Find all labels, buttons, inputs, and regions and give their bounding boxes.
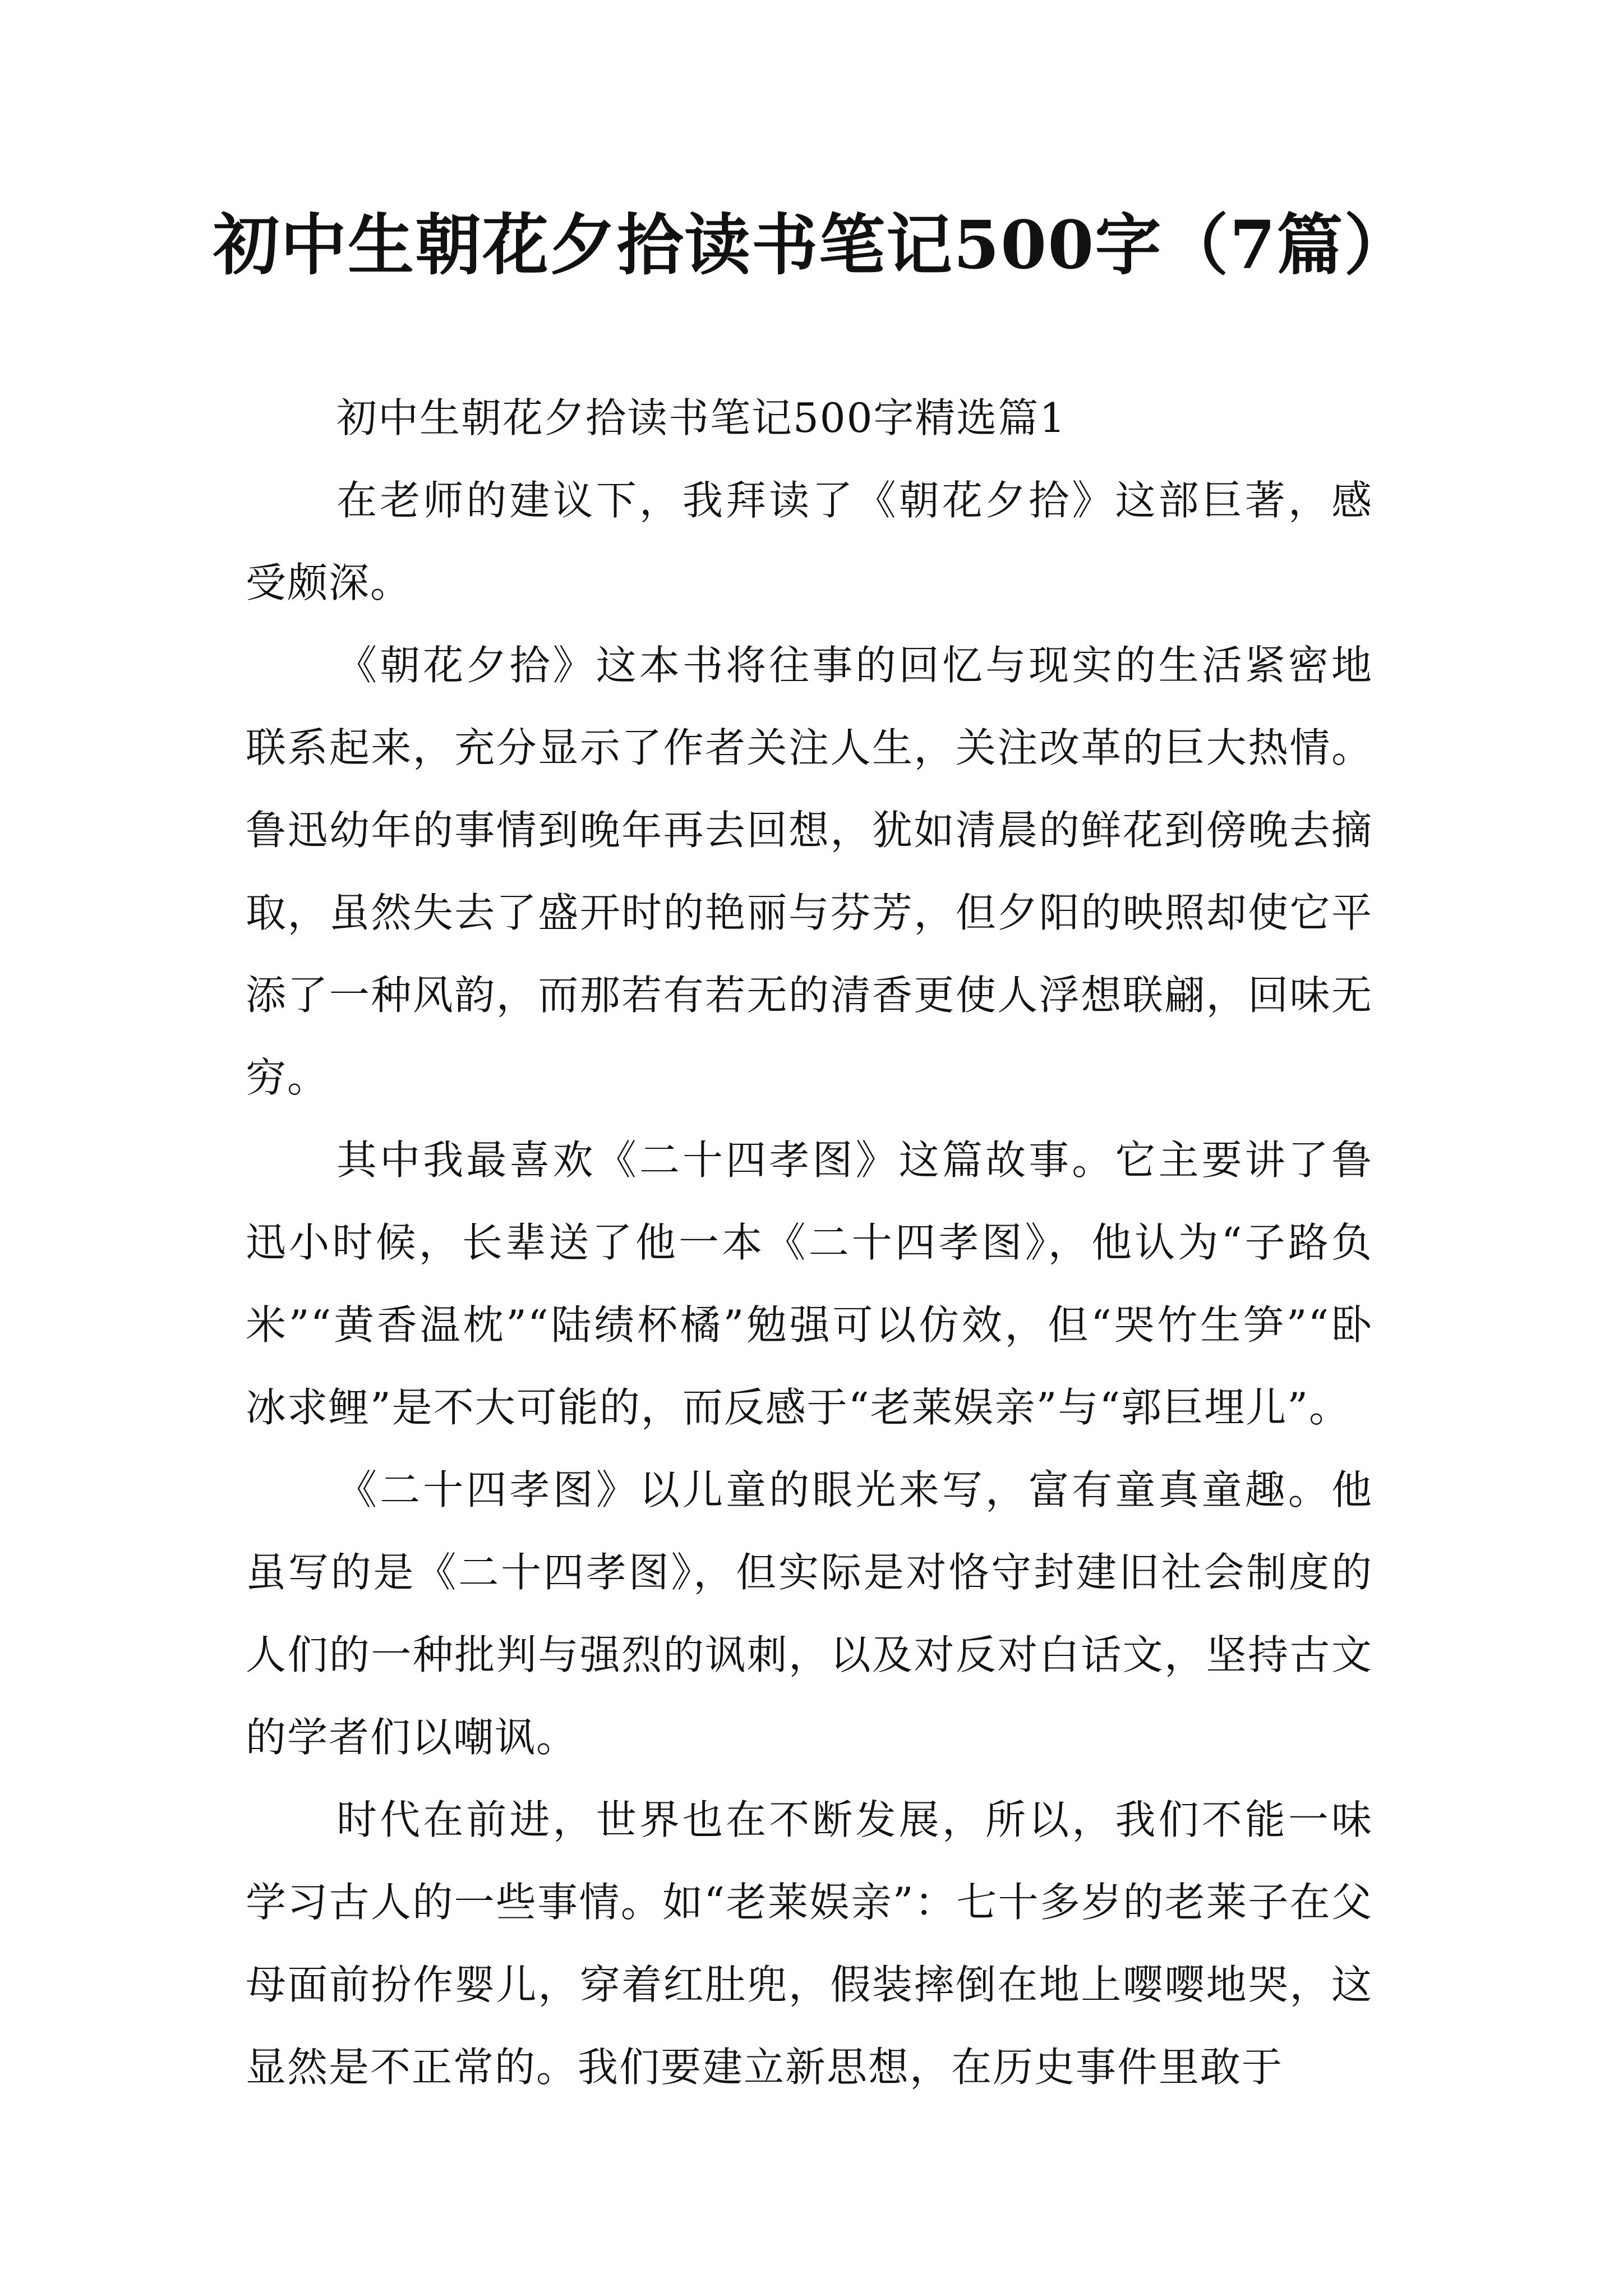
- document-body: [246, 377, 1373, 2109]
- paragraph: 在老师的建议下，我拜读了《朝花夕拾》这部巨著，感受颇深。: [246, 477, 1373, 606]
- paragraph: 《二十四孝图》以儿童的眼光来写，富有童真童趣。他虽写的是《二十四孝图》，但实际是对恪守封建旧社会制度的人们的一种批判与强烈的讽刺，以及对反对白话文，坚持古文的学者们以嘲讽。: [246, 1466, 1373, 1761]
- paragraph: 其中我最喜欢《二十四孝图》这篇故事。它主要讲了鲁迅小时候，长辈送了他一本《二十四孝图》，他认为“子路负米”“黄香温枕”“陆绩杯橘”勉强可以仿效，但“哭竹生笋”“卧冰求鲤”是不大可能的，而反感于“老莱娱亲”与“郭巨埋儿”。: [246, 1137, 1373, 1431]
- document-title: 初中生朝花夕拾读书笔记500字（7篇）: [213, 206, 1412, 284]
- section-heading: 初中生朝花夕拾读书笔记500字精选篇1: [336, 394, 1067, 441]
- paragraph: 《朝花夕拾》这本书将往事的回忆与现实的生活紧密地联系起来，充分显示了作者关注人生，关注改革的巨大热情。鲁迅幼年的事情到晚年再去回想，犹如清晨的鲜花到傍晚去摘取，虽然失去了盛开时的艳丽与芬芳，但夕阳的映照却使它平添了一种风韵，而那若有若无的清香更使人浮想联翩，回味无穷。: [246, 642, 1373, 1101]
- paragraph: 时代在前进，世界也在不断发展，所以，我们不能一味学习古人的一些事情。如“老莱娱亲”：七十多岁的老莱子在父母面前扮作婴儿，穿着红肚兜，假装摔倒在地上嘤嘤地哭，这显然是不正常的。我们要建立新思想，在历史事件里敢于: [246, 1796, 1373, 2091]
